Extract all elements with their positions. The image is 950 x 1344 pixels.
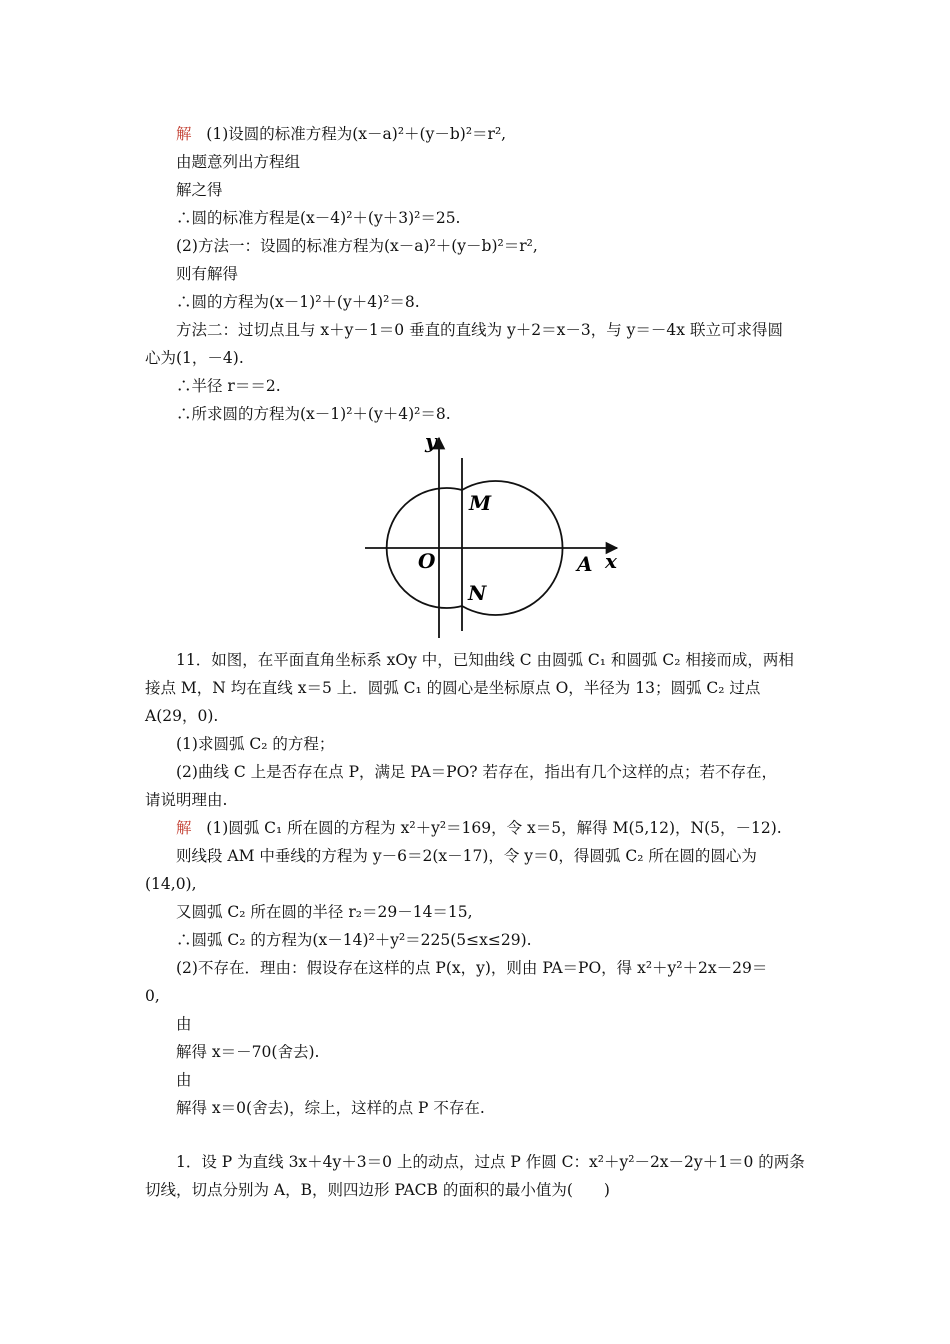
label-y: y [425, 429, 437, 453]
problem1-line-2: 切线，切点分别为 A，B，则四边形 PACB 的面积的最小值为( ) [145, 1181, 610, 1199]
solution11-line-7: 0, [145, 987, 160, 1005]
solution1-line-2: 由题意列出方程组 [176, 153, 301, 171]
solution11-line-5: ∴圆弧 C₂ 的方程为(x－14)²＋y²＝225(5≤x≤29). [176, 931, 532, 949]
solution11-line-10: 由 [176, 1071, 192, 1089]
solution11-line-4: 又圆弧 C₂ 所在圆的半径 r₂＝29－14＝15, [176, 903, 473, 921]
solution1-line-10: ∴半径 r＝＝2. [176, 377, 281, 395]
solution1-line-8: 方法二：过切点且与 x＋y－1＝0 垂直的直线为 y＋2＝x－3，与 y＝－4x 联立可求得圆 [176, 321, 783, 339]
solution11-line-8: 由 [176, 1015, 192, 1033]
solution11-line-1: 解 (1)圆弧 C₁ 所在圆的方程为 x²＋y²＝169，令 x＝5，解得 M(5,12)，N(5，－12). [176, 819, 782, 837]
label-a: A [577, 552, 593, 576]
solution1-line-11: ∴所求圆的方程为(x－1)²＋(y＋4)²＝8. [176, 405, 451, 423]
problem11-line-4: (1)求圆弧 C₂ 的方程； [176, 735, 335, 753]
label-x: x [605, 549, 617, 573]
problem11-line-1: 11．如图，在平面直角坐标系 xOy 中，已知曲线 C 由圆弧 C₁ 和圆弧 C₂ 相接而成，两相 [176, 651, 794, 669]
problem1-line-1: 1．设 P 为直线 3x＋4y＋3＝0 上的动点，过点 P 作圆 C：x²＋y²－2x－2y＋1＝0 的两条 [176, 1153, 805, 1171]
solution1-line-6: 则有解得 [176, 265, 239, 283]
solution-label: 解 [176, 819, 192, 837]
solution11-line-6: (2)不存在．理由：假设存在这样的点 P(x，y)，则由 PA＝PO，得 x²＋y²＋2x－29＝ [176, 959, 768, 977]
label-origin: O [418, 549, 436, 573]
solution1-line-1: 解 (1)设圆的标准方程为(x－a)²＋(y－b)²＝r², [176, 125, 507, 143]
solution1-line-3: 解之得 [176, 181, 223, 199]
solution1-line-7: ∴圆的方程为(x－1)²＋(y＋4)²＝8. [176, 293, 420, 311]
solution11-line-9: 解得 x＝－70(舍去). [176, 1043, 320, 1061]
problem11-line-2: 接点 M，N 均在直线 x＝5 上．圆弧 C₁ 的圆心是坐标原点 O，半径为 13；圆弧 C₂ 过点 [145, 679, 761, 697]
solution1-line-4: ∴圆的标准方程是(x－4)²＋(y＋3)²＝25. [176, 209, 461, 227]
solution11-line-2: 则线段 AM 中垂线的方程为 y－6＝2(x－17)，令 y＝0，得圆弧 C₂ 所在圆的圆心为 [176, 847, 757, 865]
problem11-line-6: 请说明理由. [145, 791, 228, 809]
solution11-line-11: 解得 x＝0(舍去)，综上，这样的点 P 不存在. [176, 1099, 485, 1117]
label-m: M [469, 491, 492, 515]
solution-label: 解 [176, 125, 192, 143]
solution1-line-5: (2)方法一：设圆的标准方程为(x－a)²＋(y－b)²＝r², [176, 237, 538, 255]
solution11-line-3: (14,0), [145, 875, 197, 893]
label-n: N [468, 581, 487, 605]
curve-figure [355, 428, 625, 640]
problem11-line-3: A(29，0). [145, 707, 219, 725]
solution1-line-9: 心为(1，－4). [145, 349, 244, 367]
problem11-line-5: (2)曲线 C 上是否存在点 P，满足 PA＝PO? 若存在，指出有几个这样的点；若不存在， [176, 763, 778, 781]
